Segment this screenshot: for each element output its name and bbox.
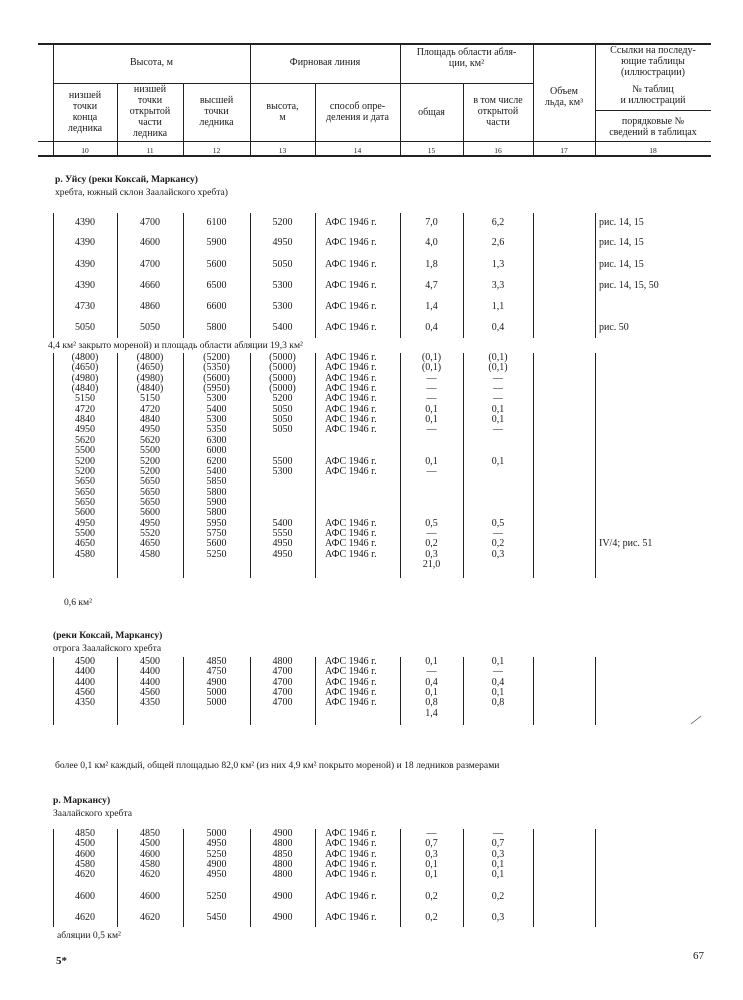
table-cell: 21,0 [422,559,441,570]
table-cell: 4600 [140,848,160,860]
section2-summary: 0,6 км² [64,597,92,608]
table-cell: 6,2 [491,217,505,228]
table-cell: 0,1 [425,859,438,871]
table-cell: рис. 50 [599,322,629,333]
table-cell: (5950) [203,383,230,395]
table-cell: 0,2 [425,538,438,550]
table-cell: 0,3 [491,848,505,860]
section1-title: р. Уйсу (реки Коксай, Маркансу) [55,174,198,185]
table-cell: 4700 [140,259,160,270]
table-cell: — [426,828,437,839]
table-cell: 0,2 [491,538,505,550]
table-cell: 0,3 [425,548,438,560]
table-cell: 0,1 [425,869,438,881]
table-cell: 5620 [140,434,160,446]
table-cell: 5050 [140,322,160,333]
table-cell: 4800 [272,838,293,850]
table-cell: 5400 [206,403,227,415]
table-cell: АФС 1946 г. [325,352,377,363]
table-cell: 4620 [140,912,160,923]
table-cell: 4840 [75,414,95,426]
header-c17: Объем льда, км³ [544,86,584,108]
table-cell: АФС 1946 г. [325,548,377,560]
pencil-mark-icon [690,715,702,725]
colnum-14: 14 [353,146,362,155]
table-cell: 5050 [272,403,293,415]
table-cell: 5600 [206,259,227,270]
table-cell: 4900 [272,828,293,839]
table-cell: 4900 [272,891,293,902]
table-cell: АФС 1946 г. [325,666,377,678]
table-cell: АФС 1946 г. [325,455,377,467]
table-cell: — [493,828,503,839]
table-cell: 5900 [206,237,227,248]
table-cell: (5200) [203,352,230,363]
table-cell: 5300 [272,465,293,477]
section3-subtitle: отрога Заалайского хребта [53,643,162,654]
header-bottom-rule [38,141,711,142]
table-cell: 5050 [272,414,293,426]
table-cell: АФС 1946 г. [325,259,377,270]
table-cell: 4720 [75,403,95,415]
table-cell: 0,2 [491,891,505,902]
table-cell: 5050 [75,322,95,333]
colnum-18: 18 [649,146,657,155]
table-cell: 0,8 [491,697,505,709]
table-cell: 4850 [206,656,227,667]
table-cell: 5250 [206,891,227,902]
table-cell: 5450 [206,912,227,923]
table-cell: 4650 [75,538,95,550]
colnum-bottom-rule [38,155,711,157]
table-cell: 5200 [272,217,293,228]
table-cell: 5650 [140,476,160,488]
table-cell: 4500 [140,838,160,850]
footer-signature: 5* [56,955,67,967]
table-cell: 4950 [140,424,160,436]
table-cell: 0,1 [425,455,438,467]
table-cell: 0,5 [491,517,505,529]
table-cell: 6500 [206,280,227,291]
table-cell: 4900 [206,676,227,688]
table-cell: АФС 1946 г. [325,217,377,228]
table-cell: 4350 [75,697,95,709]
colnum-11: 11 [146,146,154,155]
table-cell: АФС 1946 г. [325,362,377,374]
table-cell: 3,3 [491,280,505,291]
table-cell: 5620 [75,434,95,446]
table-cell: 5400 [272,517,293,529]
table-cell: 0,1 [425,687,438,699]
table-cell: 5300 [272,301,293,312]
table-cell: 5500 [140,445,160,457]
table-cell: 0,3 [491,548,505,560]
table-cell: 4800 [272,869,293,881]
table-cell: 4,7 [425,280,438,291]
table-cell: 5000 [206,697,227,709]
table-cell: 6600 [206,301,227,312]
table-cell: 5200 [75,455,95,467]
table-cell: 0,7 [425,838,438,850]
table-cell: 5050 [272,424,293,436]
section3-summary: более 0,1 км² каждый, общей площадью 82,0 км² (из них 4,9 км² покрыто мореной) и 18 ледников размерами [55,760,500,771]
table-cell: 0,1 [491,687,505,699]
table-cell: 1,4 [425,707,438,719]
table-cell: 0,4 [491,676,505,688]
table-cell: 4950 [206,869,227,881]
table-cell: — [426,424,437,436]
table-cell: (5350) [203,362,230,374]
colnum-15: 15 [427,146,436,155]
table-cell: 4950 [75,424,95,436]
table-cell: (4800) [71,352,99,363]
table-cell: АФС 1946 г. [325,538,377,550]
table-cell: 5800 [206,322,227,333]
table-cell: 5500 [272,455,293,467]
table-cell: 4390 [75,237,95,248]
table-cell: — [426,393,437,405]
table-cell: 0,4 [491,322,505,333]
colnum-12: 12 [212,146,221,155]
table-cell: рис. 14, 15 [599,217,644,228]
table-cell: 0,1 [491,414,505,426]
table-cell: 5650 [140,496,160,508]
table-cell: (0,1) [421,352,442,363]
table-cell: — [493,393,503,405]
table-cell: 0,4 [425,322,438,333]
table-cell: (5000) [269,362,296,374]
table-cell: АФС 1946 г. [325,656,377,667]
table-cell: (5000) [269,372,296,384]
table-cell: 0,2 [425,912,438,923]
table-cell: (4650) [71,362,99,374]
table-cell: 4390 [75,280,95,291]
header-c12: высшей точки ледника [199,95,234,128]
table-cell: (4980) [71,372,99,384]
table-cell: 6100 [206,217,227,228]
table-cell: — [426,465,437,477]
table-cell: (0,1) [421,362,442,374]
table-cell: 5650 [75,486,95,498]
table-cell: 4860 [140,301,160,312]
header-c16: в том числе открытой части [473,95,523,128]
table-cell: 4560 [140,687,160,699]
table-cell: 4350 [140,697,160,709]
table-cell: 0,5 [425,517,438,529]
table-cell: 4950 [206,838,227,850]
table-cell: рис. 14, 15 [599,237,644,248]
table-cell: 4400 [75,676,95,688]
table-cell: 5600 [75,507,95,519]
table-cell: АФС 1946 г. [325,465,377,477]
table-cell: — [426,383,437,395]
table-cell: АФС 1946 г. [325,280,377,291]
header-vysota: Высота, м [130,57,173,68]
header-c13: высота, м [266,101,299,123]
header-area: Площадь области абля- ции, км² [416,47,517,69]
table-cell: 5750 [206,527,227,539]
table-cell: (5000) [269,383,296,395]
table-cell: 4800 [272,859,293,871]
table-cell: 4400 [140,676,160,688]
table-cell: 6200 [206,455,227,467]
table-cell: IV/4; рис. 51 [599,538,653,550]
header-c10: низшей точки конца ледника [67,90,103,134]
table-cell: 5800 [206,507,227,519]
table-cell: 0,1 [491,403,505,415]
table-cell: 4700 [272,676,293,688]
table-cell: 4580 [75,548,95,560]
table-cell: 6000 [206,445,227,457]
table-cell: (4650) [136,362,164,374]
table-cell: 5950 [206,517,227,529]
table-cell: 5200 [140,465,160,477]
table-cell: 4,0 [425,237,438,248]
table-cell: АФС 1946 г. [325,372,377,384]
table-cell: (5000) [269,352,296,363]
table-cell: 5500 [75,445,95,457]
colnum-17: 17 [560,146,568,155]
table-cell: 5400 [206,465,227,477]
table-cell: 5600 [206,538,227,550]
table-cell: АФС 1946 г. [325,301,377,312]
table-cell: 0,1 [425,656,438,667]
table-cell: 4730 [75,301,95,312]
table-cell: 0,4 [425,676,438,688]
table-cell: 5000 [206,828,227,839]
table-cell: 4560 [75,687,95,699]
table-cell: 5150 [75,393,95,405]
table-cell: (0,1) [488,352,508,363]
table-cell: рис. 14, 15 [599,259,644,270]
table-cell: 4500 [140,656,160,667]
table-cell: — [493,527,503,539]
table-cell: 5300 [206,393,227,405]
table-cell: 1,3 [491,259,505,270]
table-cell: 4700 [272,687,293,699]
table-cell: 0,1 [425,403,438,415]
table-cell: АФС 1946 г. [325,322,377,333]
header-c11: низшей точки открытой части ледника [129,84,171,139]
table-cell: АФС 1946 г. [325,424,377,436]
table-cell: 1,4 [425,301,438,312]
table-cell: 0,3 [491,912,505,923]
table-cell: (4840) [71,383,99,395]
table-cell: 5200 [140,455,160,467]
table-cell: 4850 [272,848,293,860]
table-cell: 4390 [75,259,95,270]
table-cell: 4500 [75,838,95,850]
table-cell: 4660 [140,280,160,291]
table-cell: АФС 1946 г. [325,517,377,529]
table-cell: 0,1 [491,869,505,881]
table-cell: 4580 [140,859,160,871]
table-cell: АФС 1946 г. [325,697,377,709]
table-cell: 0,7 [491,838,505,850]
table-cell: 5850 [206,476,227,488]
table-cell: 0,1 [425,414,438,426]
table-cell: 5050 [272,259,293,270]
table-cell: 5200 [75,465,95,477]
table-cell: 5900 [206,496,227,508]
table-cell: (4840) [136,383,164,395]
table-cell: 5300 [272,280,293,291]
table-cell: 4650 [140,538,160,550]
table-cell: 5650 [140,486,160,498]
refs-split-rule [595,110,711,111]
section4-title: р. Маркансу) [53,795,111,806]
table-cell: 4950 [272,548,293,560]
table-cell: 4900 [206,859,227,871]
table-cell: 4600 [75,848,95,860]
table-cell: АФС 1946 г. [325,848,377,860]
table-cell: 5650 [75,496,95,508]
table-cell: 4700 [272,666,293,678]
table-cell: — [426,527,437,539]
header-c18a: № таблиц и иллюстраций [620,84,686,106]
table-cell: 5250 [206,848,227,860]
table-cell: 1,1 [491,301,505,312]
table-cell: (4800) [136,352,164,363]
table-cell: АФС 1946 г. [325,393,377,405]
page-number: 67 [693,950,704,962]
table-cell: 5350 [206,424,227,436]
table-cell: 4950 [272,538,293,550]
table-cell: АФС 1946 г. [325,912,377,923]
table-cell: 5000 [206,687,227,699]
header-refs: Ссылки на последу- ющие таблицы (иллюстрации) [610,45,696,78]
table-cell: 4950 [140,517,160,529]
table-cell: 5200 [272,393,293,405]
table-cell: 2,6 [491,237,505,248]
section3-title: (реки Коксай, Маркансу) [53,630,163,641]
table-cell: 5500 [75,527,95,539]
table-cell: АФС 1946 г. [325,237,377,248]
table-cell: — [493,424,503,436]
table-cell: 4580 [75,859,95,871]
section1-summary: 4,4 км² закрыто мореной) и площадь области абляции 19,3 км² [48,340,303,351]
table-cell: 4500 [75,656,95,667]
table-cell: 4700 [140,217,160,228]
table-cell: АФС 1946 г. [325,414,377,426]
table-cell: 0,3 [425,848,438,860]
table-cell: АФС 1946 г. [325,869,377,881]
table-cell: — [493,372,503,384]
table-cell: АФС 1946 г. [325,527,377,539]
table-cell: 4400 [75,666,95,678]
table-cell: — [426,372,437,384]
table-cell: 5650 [75,476,95,488]
table-cell: 4400 [140,666,160,678]
table-cell: 4580 [140,548,160,560]
table-cell: 4600 [75,891,95,902]
table-cell: АФС 1946 г. [325,838,377,850]
table-cell: 5150 [140,393,160,405]
table-cell: АФС 1946 г. [325,891,377,902]
table-cell: 0,8 [425,697,438,709]
table-cell: АФС 1946 г. [325,687,377,699]
table-cell: — [426,666,437,678]
table-cell: 5250 [206,548,227,560]
header-c14: способ опре- деления и дата [326,101,389,123]
table-cell: 4600 [140,891,160,902]
table-cell: 4850 [75,828,95,839]
table-cell: 0,2 [425,891,438,902]
table-cell: (5600) [203,372,230,384]
table-cell: 0,1 [491,859,505,871]
table-cell: 4700 [272,697,293,709]
table-cell: 5520 [140,527,160,539]
table-cell: АФС 1946 г. [325,859,377,871]
section4-summary: абляции 0,5 км² [57,930,121,941]
table-cell: рис. 14, 15, 50 [599,280,659,291]
table-cell: 4390 [75,217,95,228]
table-cell: 4600 [140,237,160,248]
table-cell: 4620 [75,912,95,923]
header-c18b: порядковые № сведений в таблицах [609,116,697,138]
table-cell: (0,1) [488,362,508,374]
colnum-13: 13 [278,146,287,155]
table-cell: 4900 [272,912,293,923]
table-cell: 5800 [206,486,227,498]
table-cell: — [493,666,503,678]
table-cell: 4750 [206,666,227,678]
table-cell: АФС 1946 г. [325,828,377,839]
table-cell: 5400 [272,322,293,333]
table-cell: 4720 [140,403,160,415]
table-cell: 4950 [75,517,95,529]
table-cell: АФС 1946 г. [325,403,377,415]
header-c15: общая [418,107,445,118]
table-cell: 4840 [140,414,160,426]
table-cell: АФС 1946 г. [325,383,377,395]
section4-subtitle: Заалайского хребта [53,808,133,819]
table-cell: 4800 [272,656,293,667]
table-cell: 1,8 [425,259,438,270]
table-cell: 4850 [140,828,160,839]
table-cell: 0,1 [491,455,505,467]
table-cell: (4980) [136,372,164,384]
table-cell: 0,1 [491,656,505,667]
table-cell: 6300 [206,434,227,446]
colnum-10: 10 [81,146,89,155]
table-cell: 5300 [206,414,227,426]
table-cell: — [493,383,503,395]
colnum-16: 16 [494,146,502,155]
table-cell: 4620 [75,869,95,881]
table-cell: 5550 [272,527,293,539]
section1-subtitle: хребта, южный склон Заалайского хребта) [55,187,229,198]
table-cell: АФС 1946 г. [325,676,377,688]
table-cell: 7,0 [425,217,438,228]
table-cell: 4620 [140,869,160,881]
table-cell: 4950 [272,237,293,248]
table-cell: 5600 [140,507,160,519]
header-firn: Фирновая линия [289,57,361,68]
